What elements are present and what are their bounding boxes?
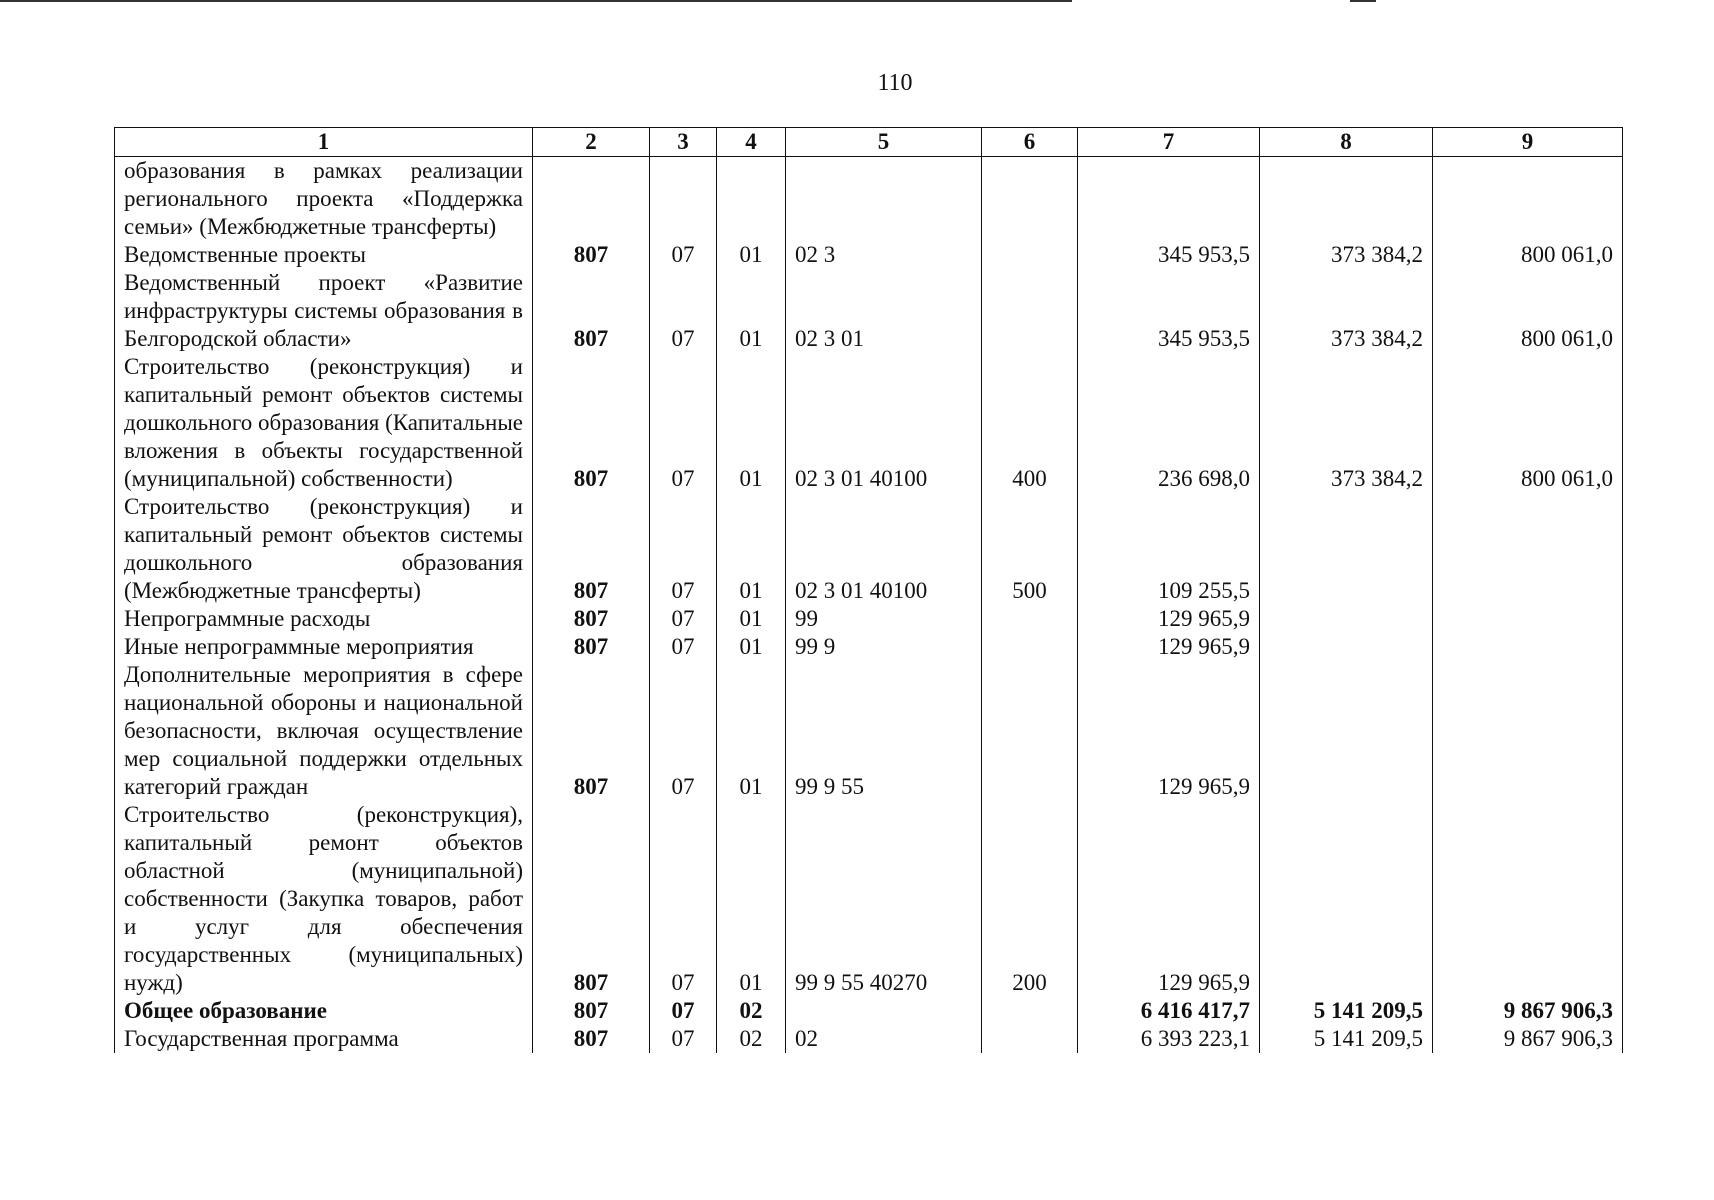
column-header: 7 [1078,128,1260,157]
cell-section: 07 [650,801,717,997]
cell-section: 07 [650,605,717,633]
cell-amount-col8 [1260,661,1433,801]
cell-amount-col8: 5 141 209,5 [1260,997,1433,1025]
table-row [115,801,1623,997]
row-label: Строительство (реконструкция) и капитальный ремонт объектов системы дошкольного образования (Капитальные вложения в объекты государственной (муниципальной) собственности) [115,353,533,493]
page-number: 110 [877,70,913,96]
column-header: 2 [533,128,650,157]
column-header: 6 [982,128,1078,157]
table-row [115,605,1623,633]
row-label: Ведомственный проект «Развитие инфраструктуры системы образования в Белгородской области» [115,269,533,353]
column-header: 8 [1260,128,1433,157]
cell-section: 07 [650,997,717,1025]
cell-amount-col8 [1260,157,1433,242]
budget-table [114,127,1623,1053]
cell-amount-col7: 236 698,0 [1078,353,1260,493]
cell-ministry-code [533,157,650,242]
table-row [115,493,1623,605]
cell-target-article: 02 3 01 [786,269,982,353]
cell-section: 07 [650,633,717,661]
cell-amount-col8 [1260,605,1433,633]
cell-amount-col8: 5 141 209,5 [1260,1025,1433,1053]
cell-amount-col7: 6 416 417,7 [1078,997,1260,1025]
cell-amount-col8 [1260,801,1433,997]
column-header: 4 [717,128,786,157]
cell-target-article: 02 [786,1025,982,1053]
cell-target-article: 99 9 [786,633,982,661]
cell-ministry-code: 807 [533,801,650,997]
cell-section: 07 [650,353,717,493]
table-row [115,997,1623,1025]
cell-subsection: 02 [717,997,786,1025]
cell-subsection: 01 [717,801,786,997]
cell-target-article: 02 3 01 40100 [786,493,982,605]
cell-amount-col9: 800 061,0 [1433,269,1623,353]
cell-target-article: 99 9 55 [786,661,982,801]
table-body [115,157,1623,1054]
column-header: 1 [115,128,533,157]
cell-amount-col9 [1433,605,1623,633]
row-label: Общее образование [115,997,533,1025]
cell-ministry-code: 807 [533,605,650,633]
cell-amount-col9 [1433,801,1623,997]
cell-amount-col9: 800 061,0 [1433,241,1623,269]
cell-expense-type [982,157,1078,242]
cell-target-article [786,157,982,242]
table-row [115,269,1623,353]
cell-expense-type: 500 [982,493,1078,605]
cell-expense-type [982,1025,1078,1053]
cell-amount-col7: 129 965,9 [1078,661,1260,801]
scan-edge-line-right [1350,0,1376,2]
cell-subsection: 01 [717,605,786,633]
cell-amount-col8: 373 384,2 [1260,269,1433,353]
cell-target-article: 02 3 01 40100 [786,353,982,493]
table-row [115,661,1623,801]
header-row [115,128,1623,157]
cell-ministry-code: 807 [533,493,650,605]
cell-ministry-code: 807 [533,269,650,353]
cell-ministry-code: 807 [533,241,650,269]
table-row [115,633,1623,661]
cell-subsection: 01 [717,493,786,605]
cell-amount-col9 [1433,157,1623,242]
cell-amount-col7: 129 965,9 [1078,633,1260,661]
column-header: 3 [650,128,717,157]
cell-amount-col9 [1433,661,1623,801]
cell-expense-type: 400 [982,353,1078,493]
cell-subsection: 01 [717,269,786,353]
cell-target-article [786,997,982,1025]
cell-amount-col8 [1260,493,1433,605]
column-header: 9 [1433,128,1623,157]
cell-amount-col7: 345 953,5 [1078,269,1260,353]
cell-subsection: 01 [717,633,786,661]
cell-subsection: 01 [717,661,786,801]
cell-expense-type [982,997,1078,1025]
cell-subsection: 01 [717,241,786,269]
cell-section [650,157,717,242]
cell-section: 07 [650,661,717,801]
row-label: образования в рамках реализации регионального проекта «Поддержка семьи» (Межбюджетные трансферты) [115,157,533,242]
row-label: Иные непрограммные мероприятия [115,633,533,661]
cell-expense-type [982,269,1078,353]
cell-target-article: 99 [786,605,982,633]
table-row [115,241,1623,269]
cell-subsection: 01 [717,353,786,493]
cell-ministry-code: 807 [533,997,650,1025]
table-row [115,157,1623,242]
cell-section: 07 [650,241,717,269]
cell-amount-col9 [1433,633,1623,661]
row-label: Ведомственные проекты [115,241,533,269]
cell-ministry-code: 807 [533,353,650,493]
cell-amount-col9: 9 867 906,3 [1433,997,1623,1025]
cell-amount-col9 [1433,493,1623,605]
table-row [115,353,1623,493]
cell-amount-col8 [1260,633,1433,661]
cell-amount-col8: 373 384,2 [1260,353,1433,493]
cell-expense-type [982,661,1078,801]
row-label: Государственная программа [115,1025,533,1053]
cell-ministry-code: 807 [533,661,650,801]
scan-edge-line-left [0,0,1072,2]
cell-ministry-code: 807 [533,633,650,661]
cell-section: 07 [650,269,717,353]
row-label: Непрограммные расходы [115,605,533,633]
cell-amount-col7: 129 965,9 [1078,605,1260,633]
cell-ministry-code: 807 [533,1025,650,1053]
row-label: Строительство (реконструкция), капитальный ремонт объектов областной (муниципальной) собственности (Закупка товаров, работ и услуг для обеспечения государственных (муниципальных) нужд) [115,801,533,997]
cell-expense-type [982,605,1078,633]
cell-subsection [717,157,786,242]
row-label: Дополнительные мероприятия в сфере национальной обороны и национальной безопасности, включая осуществление мер социальной поддержки отдельных категорий граждан [115,661,533,801]
row-label: Строительство (реконструкция) и капитальный ремонт объектов системы дошкольного образования (Межбюджетные трансферты) [115,493,533,605]
cell-amount-col7: 6 393 223,1 [1078,1025,1260,1053]
table-row [115,1025,1623,1053]
cell-amount-col8: 373 384,2 [1260,241,1433,269]
cell-amount-col7: 109 255,5 [1078,493,1260,605]
cell-expense-type: 200 [982,801,1078,997]
cell-amount-col7: 129 965,9 [1078,801,1260,997]
cell-expense-type [982,241,1078,269]
cell-expense-type [982,633,1078,661]
cell-target-article: 99 9 55 40270 [786,801,982,997]
cell-amount-col9: 800 061,0 [1433,353,1623,493]
cell-amount-col7 [1078,157,1260,242]
cell-section: 07 [650,1025,717,1053]
cell-section: 07 [650,493,717,605]
column-header: 5 [786,128,982,157]
cell-subsection: 02 [717,1025,786,1053]
cell-target-article: 02 3 [786,241,982,269]
cell-amount-col7: 345 953,5 [1078,241,1260,269]
cell-amount-col9: 9 867 906,3 [1433,1025,1623,1053]
